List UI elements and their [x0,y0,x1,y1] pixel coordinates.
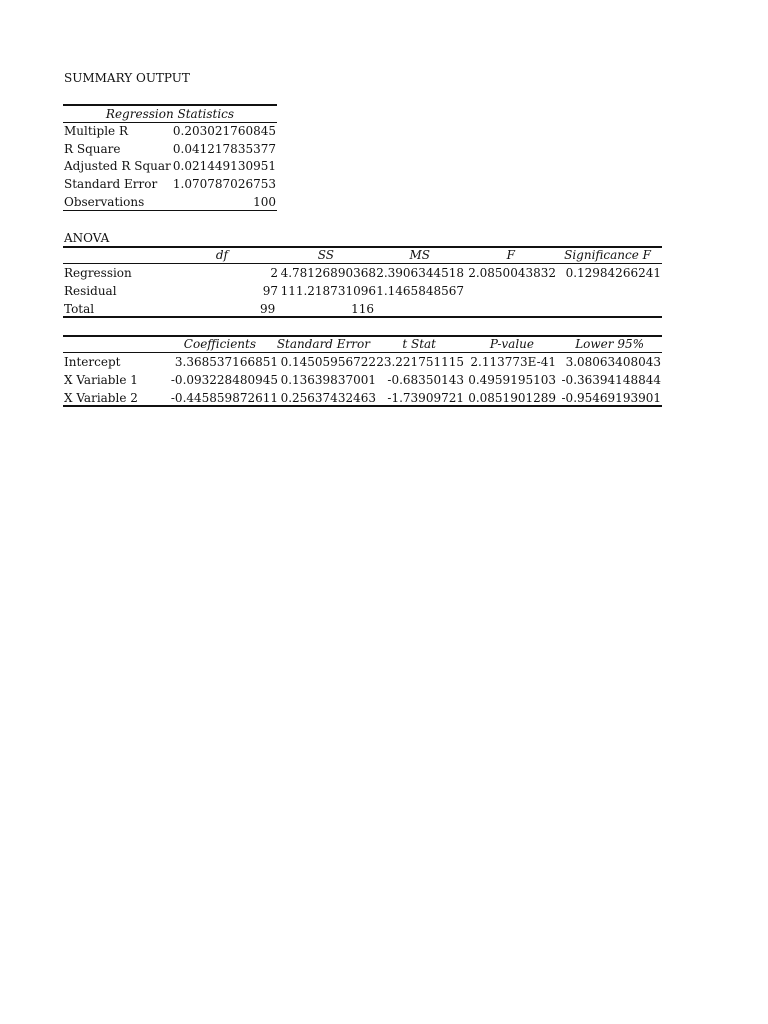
cell-p-value: 0.0851901289 [468,391,556,405]
cell-coefficient: -0.445859872611 [170,391,278,405]
anova-header-ss: SS [317,248,334,262]
coef-header-coefficients: Coefficients [183,337,256,351]
anova-header-f: F [506,248,515,262]
table-bottom-rule [63,405,662,407]
coef-header-t-stat: t Stat [402,337,436,351]
cell-p-value: 2.113773E-41 [470,355,556,369]
cell-p-value: 0.4959195103 [468,373,556,387]
stat-label: Multiple R [64,124,128,138]
stat-label: Standard Error [64,177,158,191]
table-bottom-rule [63,210,277,211]
row-label: X Variable 1 [64,373,138,387]
stat-value: 0.041217835377 [172,142,276,156]
coef-header-lower-95: Lower 95% [575,337,644,351]
cell-df: 2 [270,266,278,280]
cell-t-stat: -1.73909721 [387,391,464,405]
cell-t-stat: 23.221751115 [376,355,464,369]
stat-label: Adjusted R Squar [64,159,171,173]
table-bottom-rule [63,316,662,318]
cell-standard-error: 0.25637432463 [280,391,376,405]
stat-label: Observations [64,195,145,209]
stat-value: 100 [253,195,276,209]
cell-ms: 1.1465848567 [376,284,464,298]
cell-standard-error: 0.14505956722 [280,355,376,369]
stat-value: 1.070787026753 [172,177,276,191]
cell-f: 2.0850043832 [468,266,556,280]
cell-ss: 116 [351,302,374,316]
cell-coefficient: 3.368537166851 [174,355,278,369]
stat-label: R Square [64,142,121,156]
cell-ss: 4.78126890368 [280,266,376,280]
anova-header-significance-f: Significance F [564,248,651,262]
cell-lower-95: -0.36394148844 [561,373,661,387]
cell-df: 99 [260,302,276,316]
cell-t-stat: -0.68350143 [387,373,464,387]
row-label: Regression [64,266,132,280]
anova-title: ANOVA [64,231,110,245]
cell-ss: 111.218731096 [280,284,376,298]
row-label: Intercept [64,355,121,369]
coef-header-standard-error: Standard Error [276,337,370,351]
cell-ms: 2.3906344518 [376,266,464,280]
cell-df: 97 [262,284,278,298]
stat-value: 0.021449130951 [172,159,276,173]
cell-significance-f: 0.12984266241 [565,266,661,280]
cell-lower-95: -0.95469193901 [561,391,661,405]
stat-value: 0.203021760845 [172,124,276,138]
row-label: Residual [64,284,117,298]
cell-lower-95: 3.08063408043 [565,355,661,369]
regression-statistics-header: Regression Statistics [105,107,235,121]
cell-coefficient: -0.093228480945 [170,373,278,387]
anova-header-ms: MS [409,248,430,262]
row-label: Total [64,302,95,316]
anova-header-df: df [215,248,228,262]
coef-header-p-value: P-value [489,337,534,351]
cell-standard-error: 0.13639837001 [280,373,376,387]
summary-title: SUMMARY OUTPUT [64,71,190,85]
row-label: X Variable 2 [64,391,138,405]
